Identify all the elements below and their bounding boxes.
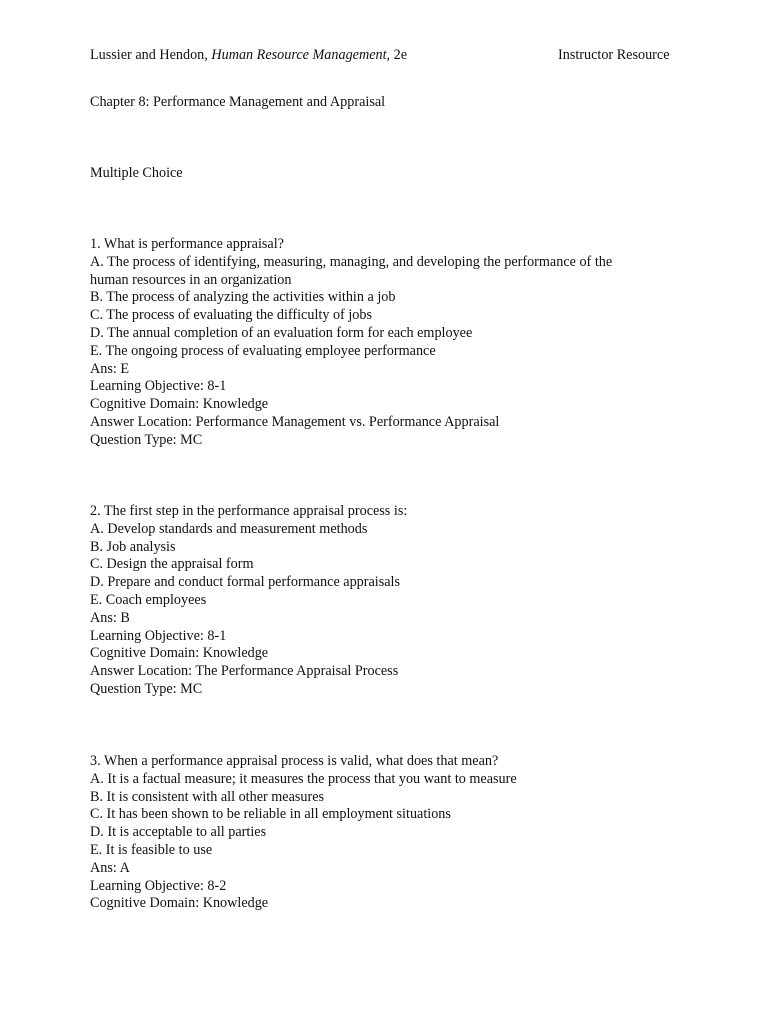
option-c: C. Design the appraisal form (90, 556, 254, 573)
cognitive-domain: Cognitive Domain: Knowledge (90, 645, 269, 662)
learning-objective: Learning Objective: 8-1 (90, 378, 227, 395)
question-block-3 (90, 753, 690, 913)
option-b: B. Job analysis (90, 538, 176, 555)
option-b: B. The process of analyzing the activities within a job (90, 289, 396, 306)
option-e: E. Coach employees (90, 591, 207, 608)
option-c: C. The process of evaluating the difficulty of jobs (90, 307, 372, 324)
answer-location: Answer Location: Performance Management vs. Performance Appraisal (90, 413, 500, 430)
question-block-1 (90, 236, 690, 450)
option-c: C. It has been shown to be reliable in all employment situations (90, 806, 451, 823)
option-b: B. It is consistent with all other measures (90, 788, 325, 805)
header-authors: Lussier and Hendon, (90, 47, 208, 63)
option-d: D. Prepare and conduct formal performance appraisals (90, 574, 401, 591)
header-edition: 2e (393, 47, 408, 63)
header-resource-label: Instructor Resource (558, 47, 670, 63)
section-heading: Multiple Choice (90, 165, 183, 181)
question-stem: 2. The first step in the performance appraisal process is: (90, 503, 408, 519)
header-book-title: Human Resource Management, (211, 47, 391, 63)
answer: Ans: A (90, 859, 130, 876)
option-a-continuation: human resources in an organization (90, 271, 292, 288)
question-stem: 3. When a performance appraisal process is valid, what does that mean? (90, 753, 499, 769)
question-block-2 (90, 503, 690, 699)
question-stem: 1. What is performance appraisal? (90, 236, 284, 252)
option-a: A. It is a factual measure; it measures the process that you want to measure (90, 770, 517, 787)
cognitive-domain: Cognitive Domain: Knowledge (90, 895, 269, 912)
answer: Ans: B (90, 609, 130, 626)
option-d: D. The annual completion of an evaluation form for each employee (90, 324, 473, 341)
option-d: D. It is acceptable to all parties (90, 824, 267, 841)
option-a: A. The process of identifying, measuring, managing, and developing the performance of the (90, 253, 613, 270)
option-a: A. Develop standards and measurement methods (90, 520, 368, 537)
header-citation (90, 46, 407, 64)
option-e: E. It is feasible to use (90, 841, 213, 858)
chapter-title: Chapter 8: Performance Management and Appraisal (90, 94, 386, 110)
answer-location: Answer Location: The Performance Appraisal Process (90, 663, 399, 680)
question-type: Question Type: MC (90, 680, 203, 697)
option-e: E. The ongoing process of evaluating employee performance (90, 342, 436, 359)
cognitive-domain: Cognitive Domain: Knowledge (90, 396, 269, 413)
answer: Ans: E (90, 360, 130, 377)
learning-objective: Learning Objective: 8-2 (90, 877, 227, 894)
question-type: Question Type: MC (90, 431, 203, 448)
learning-objective: Learning Objective: 8-1 (90, 627, 227, 644)
